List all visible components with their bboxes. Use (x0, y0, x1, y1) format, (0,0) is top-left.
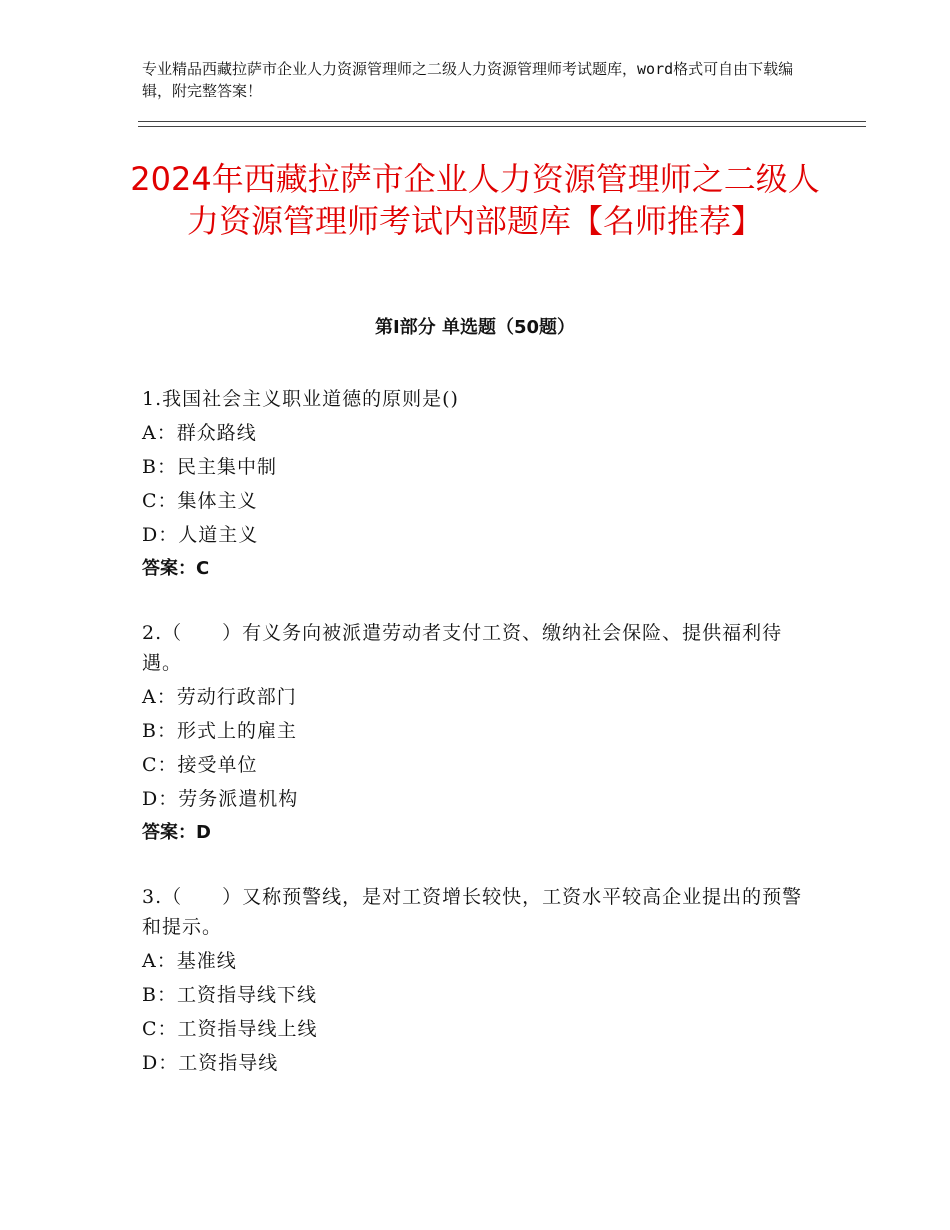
option-b: B：工资指导线下线 (142, 984, 317, 1006)
option-d: D：工资指导线 (142, 1052, 279, 1074)
option-b: B：民主集中制 (142, 456, 277, 478)
header-note: 专业精品西藏拉萨市企业人力资源管理师之二级人力资源管理师考试题库，word格式可自由下载编辑，附完整答案！ (142, 60, 794, 100)
option-b: B：形式上的雇主 (142, 720, 297, 742)
question-list (142, 384, 810, 1112)
option-c: C：集体主义 (142, 490, 258, 512)
question-1 (142, 384, 810, 584)
answer-line: 答案：D (142, 822, 211, 843)
section-heading: 第Ⅰ部分 单选题（50题） (374, 317, 575, 338)
question-2 (142, 618, 810, 848)
option-d: D：人道主义 (142, 524, 259, 546)
document-title: 2024年西藏拉萨市企业人力资源管理师之二级人力资源管理师考试内部题库【名师推荐】 (130, 160, 820, 240)
option-d: D：劳务派遣机构 (142, 788, 299, 810)
option-a: A：基准线 (142, 950, 237, 972)
option-a: A：群众路线 (142, 422, 257, 444)
option-c: C：接受单位 (142, 754, 258, 776)
option-c: C：工资指导线上线 (142, 1018, 318, 1040)
answer-line: 答案：C (142, 558, 210, 579)
question-stem: 1.我国社会主义职业道德的原则是() (142, 388, 459, 410)
question-3 (142, 882, 810, 1078)
question-stem: 2.（ ）有义务向被派遣劳动者支付工资、缴纳社会保险、提供福利待遇。 (142, 622, 783, 674)
question-stem: 3.（ ）又称预警线，是对工资增长较快，工资水平较高企业提出的预警和提示。 (142, 886, 803, 938)
header-divider (138, 121, 866, 127)
option-a: A：劳动行政部门 (142, 686, 297, 708)
